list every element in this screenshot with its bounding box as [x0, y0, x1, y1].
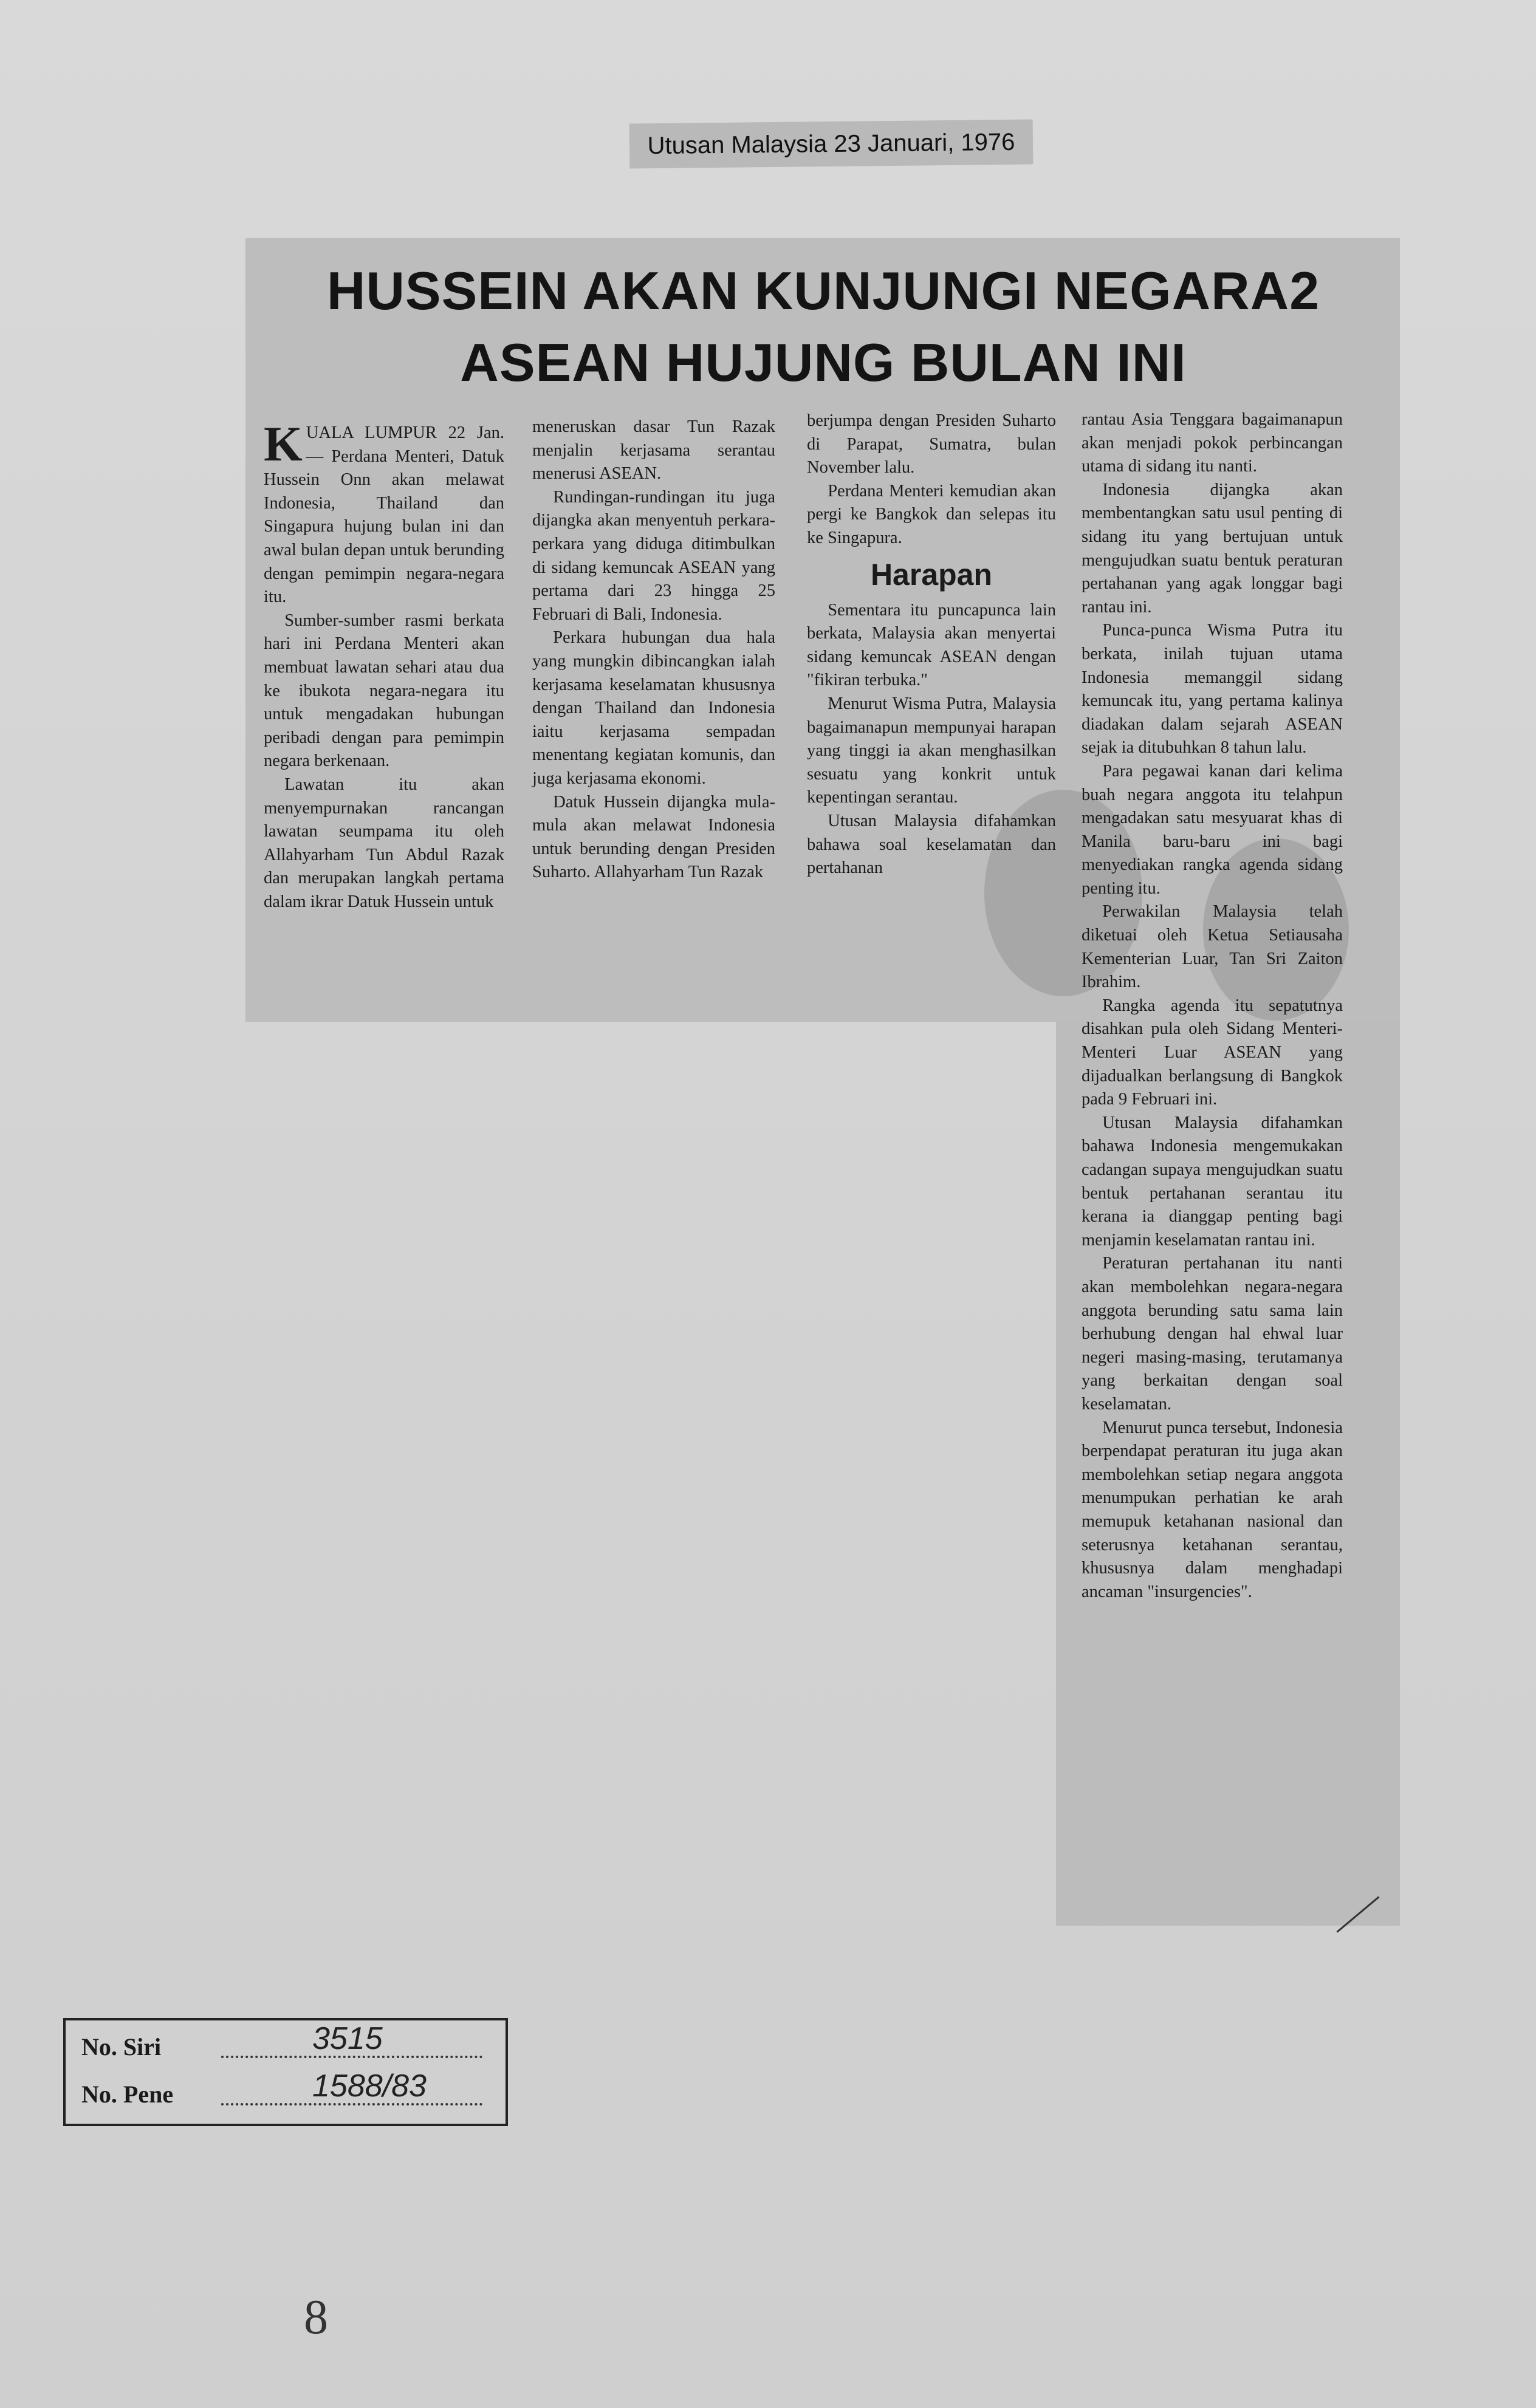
article-paragraph: Utusan Malaysia difahamkan bahawa Indonesia mengemukakan cadangan supaya mengujudkan suatu bentuk pertahanan serantau itu kerana ia dianggap penting bagi menjamin keselamatan rantau ini.: [1082, 1113, 1343, 1250]
article-paragraph: Rundingan-rundingan itu juga dijangka akan menyentuh perkara-perkara yang diduga ditimbulkan di sidang kemuncak ASEAN yang pertama dari 23 hingga 25 Februari di Bali, Indonesia.: [532, 487, 775, 624]
siri-label: No. Siri: [81, 2033, 162, 2061]
article-paragraph: KUALA LUMPUR 22 Jan. — Perdana Menteri, Datuk Hussein Onn akan melawat Indonesia, Thailand dan Singapura hujung bulan ini dan awal bulan depan untuk berunding dengan pemimpin negara-negara itu.: [264, 416, 504, 607]
drop-cap: K: [264, 416, 303, 471]
article-paragraph: Lawatan itu akan menyempurnakan rancangan lawatan seumpama itu oleh Allahyarham Tun Abdul Razak dan merupakan langkah pertama dalam ikrar Datuk Hussein untuk: [264, 775, 504, 911]
article-paragraph: Perwakilan Malaysia telah diketuai oleh Ketua Setiausaha Kementerian Luar, Tan Sri Zaiton Ibrahim.: [1082, 902, 1343, 992]
article-paragraph: Menurut Wisma Putra, Malaysia bagaimanapun mempunyai harapan yang tinggi ia akan menghasilkan sesuatu yang konkrit untuk kepentingan serantau.: [807, 694, 1056, 807]
article-paragraph: Rangka agenda itu sepatutnya disahkan pula oleh Sidang Menteri-Menteri Luar ASEAN yang dijadualkan berlangsung di Bangkok pada 9 Februari ini.: [1082, 996, 1343, 1109]
article-column-3: [807, 409, 1056, 880]
article-paragraph: meneruskan dasar Tun Razak menjalin kerjasama serantau menerusi ASEAN.: [532, 417, 775, 484]
article-paragraph: Menurut punca tersebut, Indonesia berpendapat peraturan itu juga akan membolehkan setiap negara anggota menumpukan perhatian ke arah memupuk ketahanan nasional dan seterusnya ketahanan serantau, khususnya dalam menghadapi ancaman "insurgencies".: [1082, 1418, 1343, 1601]
article-paragraph: Para pegawai kanan dari kelima buah negara anggota itu telahpun mengadakan satu mesyuarat khas di Manila baru-baru ini bagi menyediakan rangka agenda sidang penting itu.: [1082, 761, 1343, 898]
article-column-2: [532, 416, 775, 884]
headline-line-1: HUSSEIN AKAN KUNJUNGI NEGARA2: [326, 261, 1320, 321]
article-subheading: Harapan: [870, 557, 993, 592]
headline: [261, 255, 1385, 398]
page-number: 8: [304, 2291, 328, 2344]
source-label: Utusan Malaysia 23 Januari, 1976: [629, 120, 1034, 169]
index-row-pene: [81, 2068, 495, 2113]
article-paragraph: Indonesia dijangka akan membentangkan satu usul penting di sidang itu yang bertujuan untuk mengujudkan suatu bentuk peraturan pertahanan yang agak longgar bagi rantau ini.: [1082, 480, 1343, 617]
article-paragraph: Sumber-sumber rasmi berkata hari ini Perdana Menteri akan membuat lawatan sehari atau dua ke ibukota negara-negara itu untuk mengadakan hubungan peribadi dengan para pemimpin negara berkenaan.: [264, 611, 504, 771]
index-row-siri: [81, 2021, 495, 2065]
article-paragraph: Perkara hubungan dua hala yang mungkin dibincangkan ialah kerjasama keselamatan khususnya dengan Thailand dan Indonesia iaitu kerjasama sempadan menentang kegiatan komunis, dan juga kerjasama ekonomi.: [532, 628, 775, 788]
article-paragraph: Peraturan pertahanan itu nanti akan membolehkan negara-negara anggota berunding satu sama lain berhubung dengan hal ehwal luar negeri masing-masing, terutamanya yang berkaitan dengan soal keselamatan.: [1082, 1254, 1343, 1414]
article-paragraph: berjumpa dengan Presiden Suharto di Parapat, Sumatra, bulan November lalu.: [807, 411, 1056, 477]
pene-value: 1588/83: [312, 2068, 427, 2104]
pene-label: No. Pene: [81, 2081, 174, 2108]
article-paragraph: Punca-punca Wisma Putra itu berkata, inilah tujuan utama Indonesia memanggil sidang kemuncak itu, yang pertama kalinya diadakan dalam sejarah ASEAN sejak ia ditubuhkan 8 tahun lalu.: [1082, 621, 1343, 758]
archive-index-box: [63, 2018, 508, 2126]
article-paragraph: Utusan Malaysia difahamkan bahawa soal keselamatan dan pertahanan: [807, 811, 1056, 878]
article-column-1: [264, 416, 504, 914]
article-paragraph: rantau Asia Tenggara bagaimanapun akan menjadi pokok perbincangan utama di sidang itu nanti.: [1082, 410, 1343, 476]
article-column-4: [1082, 408, 1343, 1604]
article-paragraph: Perdana Menteri kemudian akan pergi ke Bangkok dan selepas itu ke Singapura.: [807, 481, 1056, 547]
article-paragraph: Sementara itu puncapunca lain berkata, Malaysia akan menyertai sidang kemuncak ASEAN dengan "fikiran terbuka.": [807, 600, 1056, 690]
headline-line-2: ASEAN HUJUNG BULAN INI: [460, 332, 1187, 392]
article-paragraph: Datuk Hussein dijangka mula-mula akan melawat Indonesia untuk berunding dengan Presiden Suharto. Allahyarham Tun Razak: [532, 792, 775, 882]
siri-value: 3515: [312, 2021, 383, 2056]
